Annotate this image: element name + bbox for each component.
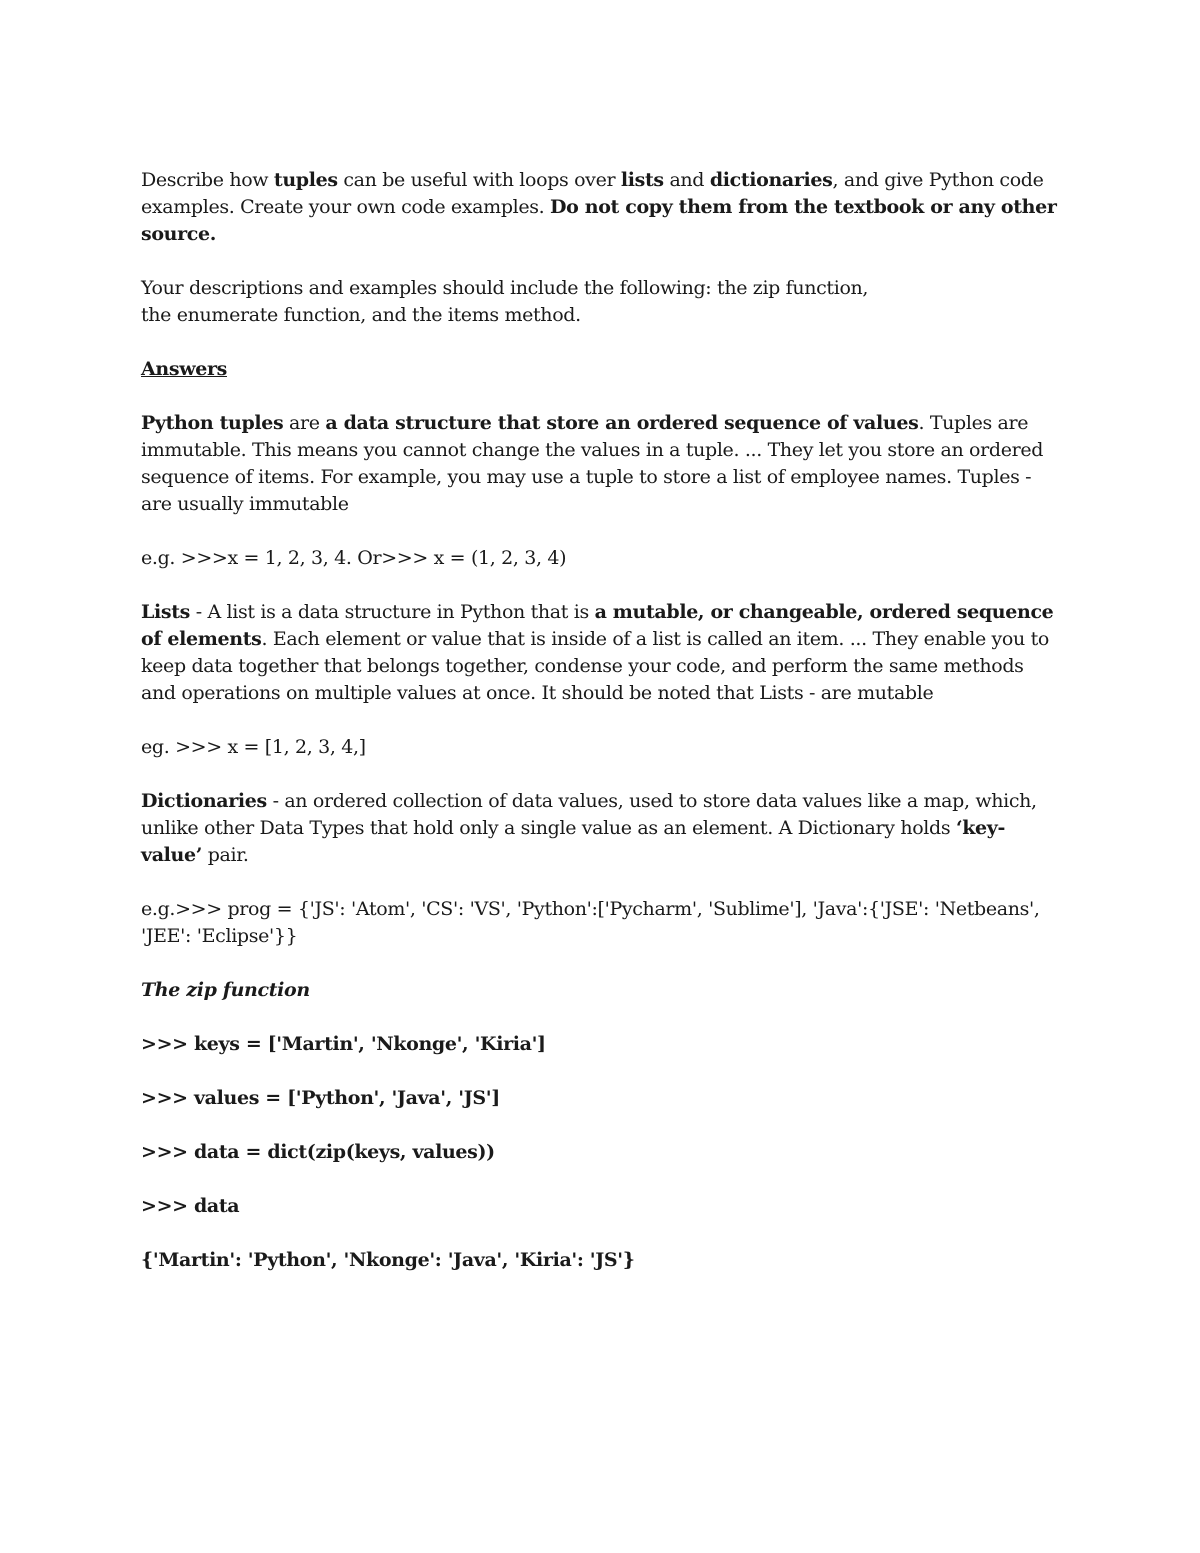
tuples-example: e.g. >>>x = 1, 2, 3, 4. Or>>> x = (1, 2, 3, 4) (141, 547, 567, 569)
code-line-data-assign: >>> data = dict(zip(keys, values)) (141, 1141, 495, 1163)
tuples-text: . Tuples are immutable. This means you cannot change the values in a tuple. ... They let you store an ordered sequence of items. For example, you may use a tuple to store a list of employee names. Tuples - are usually immutable (141, 412, 1044, 515)
question-text: Describe how (141, 169, 274, 191)
term-lists: lists (620, 169, 664, 191)
answers-heading-text: Answers (141, 358, 227, 380)
dictionaries-text: pair. (202, 844, 249, 866)
lists-example: eg. >>> x = [1, 2, 3, 4,] (141, 736, 366, 758)
tuples-definition: a data structure that store an ordered sequence of values (325, 412, 919, 434)
term-tuples: tuples (273, 169, 338, 191)
instruction-paragraph (141, 275, 1061, 329)
question-text: and (663, 169, 710, 191)
code-line-data: >>> data (141, 1195, 240, 1217)
code-line-keys: >>> keys = ['Martin', 'Nkonge', 'Kiria'] (141, 1033, 546, 1055)
zip-heading (141, 977, 1061, 1004)
question-text: , and give Python code examples. Create your own code examples. (141, 169, 1044, 218)
instruction-line: the enumerate function, and the items method. (141, 304, 581, 326)
zip-heading-text: The zip function (141, 979, 310, 1001)
instruction-line: Your descriptions and examples should include the following: the zip function, (141, 277, 869, 299)
question-paragraph (141, 167, 1061, 248)
copy-warning: Do not copy them from the textbook or any other source. (141, 196, 1057, 245)
tuples-paragraph (141, 410, 1061, 518)
lists-text: - A list is a data structure in Python that is (190, 601, 595, 623)
dictionaries-example: e.g.>>> prog = {'JS': 'Atom', 'CS': 'VS', 'Python':['Pycharm', 'Sublime'], 'Java':{'JSE': 'Netbeans', 'JEE': 'Eclipse'}} (141, 898, 1040, 947)
dictionaries-paragraph (141, 788, 1061, 869)
key-value-term: ‘key-value’ (141, 817, 1005, 866)
lists-definition: a mutable, or changeable, ordered sequence of elements (141, 601, 1054, 650)
tuples-term: Python tuples (141, 412, 284, 434)
question-text: can be useful with loops over (337, 169, 621, 191)
code-line-values: >>> values = ['Python', 'Java', 'JS'] (141, 1087, 500, 1109)
lists-paragraph (141, 599, 1061, 707)
term-dictionaries: dictionaries (709, 169, 833, 191)
dictionaries-text: - an ordered collection of data values, used to store data values like a map, which, unlike other Data Types that hold only a single value as an element. A Dictionary holds (141, 790, 1037, 839)
code-line-output: {'Martin': 'Python', 'Nkonge': 'Java', 'Kiria': 'JS'} (141, 1249, 635, 1271)
lists-term: Lists (141, 601, 190, 623)
answers-heading (141, 356, 1061, 383)
dictionaries-term: Dictionaries (141, 790, 267, 812)
tuples-text: are (283, 412, 326, 434)
document-page (141, 167, 1061, 1301)
lists-text: . Each element or value that is inside of a list is called an item. ... They enable you to keep data together that belongs together, condense your code, and perform the same methods and operations on multiple values at once. It should be noted that Lists - are mutable (141, 628, 1049, 704)
